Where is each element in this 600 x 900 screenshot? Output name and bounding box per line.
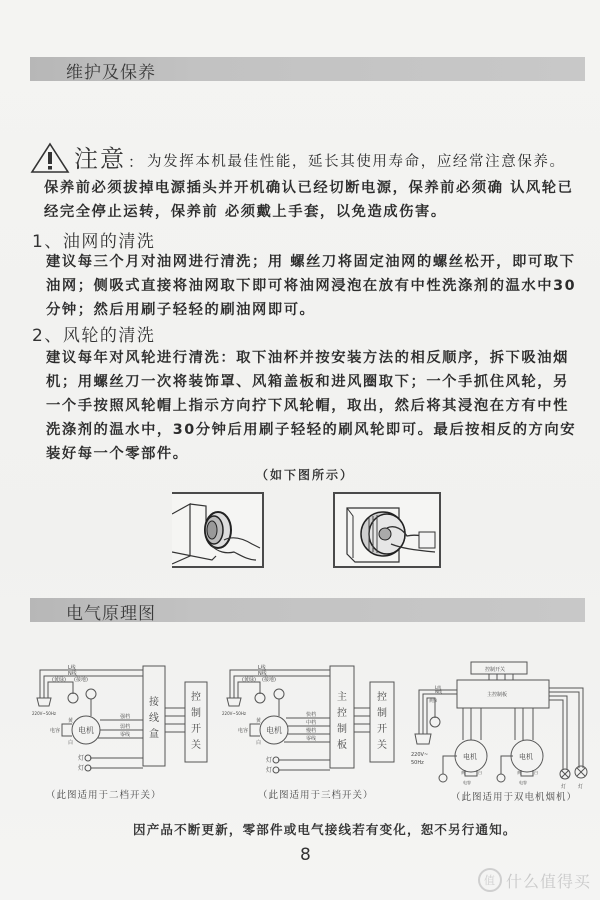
page-number: 8 <box>300 845 311 865</box>
svg-text:黄: 黄 <box>517 770 521 775</box>
notice-body: 保养前必须拔掉电源插头并开机确认已经切断电源，保养前必须确 认风轮已经完全停止运转，保养前 必须戴上手套，以免造成伤害。 <box>44 180 574 220</box>
svg-text:黄: 黄 <box>461 770 465 775</box>
update-disclaimer: 因产品不断更新，零部件或电气接线若有变化，恕不另行通知。 <box>133 822 517 837</box>
svg-text:灯: 灯 <box>266 757 273 764</box>
svg-text:(接地): (接地) <box>262 677 276 683</box>
section-title: 维护及保养 <box>66 63 156 83</box>
svg-text:电机: 电机 <box>78 726 94 735</box>
svg-text:黄: 黄 <box>256 718 262 724</box>
svg-text:制: 制 <box>377 708 387 719</box>
svg-text:电机: 电机 <box>266 726 282 735</box>
svg-text:(接地): (接地) <box>74 677 88 683</box>
svg-text:线: 线 <box>149 713 159 724</box>
circuit-diagram-icon <box>28 660 213 800</box>
svg-text:220V~: 220V~ <box>411 752 429 758</box>
watermark <box>478 868 591 892</box>
svg-text:220V~50Hz: 220V~50Hz <box>222 711 246 716</box>
item-body-filter: 建议每三个月对油网进行清洗；用 螺丝刀将固定油网的螺丝松开，即可取下油网；侧吸式直接将油网取下即可将油网浸泡在放有中性洗涤剂的温水中30分钟；然后用刷子轻轻的刷油网即可。 <box>46 254 577 318</box>
svg-text:220V~50Hz: 220V~50Hz <box>32 711 56 716</box>
svg-text:控制开关: 控制开关 <box>485 667 506 673</box>
item-heading-impeller: 2、风轮的清洗 <box>32 326 156 346</box>
svg-text:灯: 灯 <box>266 767 273 774</box>
notice-colon: ： <box>128 153 144 171</box>
diagram-caption: （此图适用于二档开关） <box>46 790 162 801</box>
svg-text:控: 控 <box>377 692 387 703</box>
watermark-badge-icon: 值 <box>478 868 502 892</box>
svg-text:快档: 快档 <box>306 712 317 718</box>
section-header-maintenance <box>30 57 585 81</box>
remove-impeller-illustration <box>172 492 264 568</box>
svg-text:50Hz: 50Hz <box>411 760 424 766</box>
svg-text:L线: L线 <box>435 685 442 690</box>
fan-cap-hand-drawing-icon <box>335 494 439 566</box>
notice-block <box>30 138 590 174</box>
svg-text:电容: 电容 <box>238 728 249 734</box>
notice-label: 注意 <box>74 145 126 173</box>
circuit-diagram-icon <box>218 660 398 800</box>
svg-text:灯: 灯 <box>78 755 85 762</box>
svg-text:电机: 电机 <box>519 753 533 761</box>
svg-text:弱档: 弱档 <box>120 724 131 730</box>
section-title: 电气原理图 <box>66 604 156 624</box>
svg-text:强档: 强档 <box>120 714 131 720</box>
svg-text:中档: 中档 <box>306 720 317 726</box>
notice-lead-text: 为发挥本机最佳性能，延长其使用寿命，应经常注意保养。 <box>147 154 566 170</box>
svg-text:(黄绿): (黄绿) <box>52 677 66 683</box>
svg-text:板: 板 <box>337 740 347 751</box>
svg-text:N线: N线 <box>258 671 267 677</box>
svg-text:白: 白 <box>68 740 74 746</box>
svg-text:零线: 零线 <box>306 736 317 742</box>
watermark-text: 什么值得买 <box>506 871 592 891</box>
wiring-diagram-dual-motor <box>405 660 600 803</box>
svg-text:主: 主 <box>337 692 347 703</box>
svg-text:主控制板: 主控制板 <box>487 692 508 698</box>
svg-text:N线: N线 <box>435 689 442 694</box>
svg-text:慢档: 慢档 <box>306 728 317 734</box>
svg-text:白: 白 <box>478 770 482 775</box>
svg-text:控: 控 <box>337 708 347 719</box>
svg-text:L线: L线 <box>258 665 266 671</box>
svg-text:电机: 电机 <box>463 753 477 761</box>
warning-triangle-icon <box>30 142 70 174</box>
svg-text:关: 关 <box>377 740 387 751</box>
circuit-diagram-icon <box>405 660 600 800</box>
svg-text:制: 制 <box>191 708 201 719</box>
svg-text:白: 白 <box>534 770 538 775</box>
svg-text:开: 开 <box>377 724 387 735</box>
svg-text:开: 开 <box>191 724 201 735</box>
svg-text:灯: 灯 <box>578 784 584 790</box>
diagram-caption: （此图适用于双电机烟机） <box>451 792 578 803</box>
svg-text:盒: 盒 <box>149 729 159 740</box>
unscrew-impeller-cap-illustration <box>333 492 441 568</box>
svg-text:关: 关 <box>191 740 201 751</box>
figure-caption: （如下图所示） <box>256 468 355 482</box>
svg-text:电容: 电容 <box>50 728 61 734</box>
item-body-impeller: 建议每年对风轮进行清洗：取下油杯并按安装方法的相反顺序，拆下吸油烟机；用螺丝刀一次将装饰罩、风箱盖板和进风圈取下；一个手抓住风轮，另一个手按照风轮帽上指示方向拧下风轮帽，取出，然后将其浸泡在方有中性洗涤剂的温水中，30分钟后用刷子轻轻的刷风轮即可。最后按相反的方向安装好每一个零部件。 <box>46 350 577 462</box>
svg-text:L线: L线 <box>68 665 76 671</box>
svg-text:接: 接 <box>149 697 159 708</box>
svg-text:灯: 灯 <box>561 784 567 790</box>
svg-text:(黄绿): (黄绿) <box>242 677 256 683</box>
svg-text:黄绿: 黄绿 <box>429 698 437 703</box>
svg-text:N线: N线 <box>68 671 77 677</box>
section-header-electrical <box>30 598 585 622</box>
svg-text:制: 制 <box>337 724 347 735</box>
svg-text:黄: 黄 <box>68 718 74 724</box>
svg-text:控: 控 <box>191 692 201 703</box>
wiring-diagram-two-speed <box>28 660 213 800</box>
diagram-caption: （此图适用于三档开关） <box>258 790 374 801</box>
fan-hand-drawing-icon <box>172 494 262 566</box>
svg-text:零线: 零线 <box>120 732 131 738</box>
item-heading-filter: 1、油网的清洗 <box>32 232 156 252</box>
svg-text:电容: 电容 <box>519 780 527 785</box>
wiring-diagram-three-speed <box>218 660 398 800</box>
svg-text:灯: 灯 <box>78 765 85 772</box>
svg-text:白: 白 <box>256 740 262 746</box>
svg-text:电容: 电容 <box>463 780 471 785</box>
